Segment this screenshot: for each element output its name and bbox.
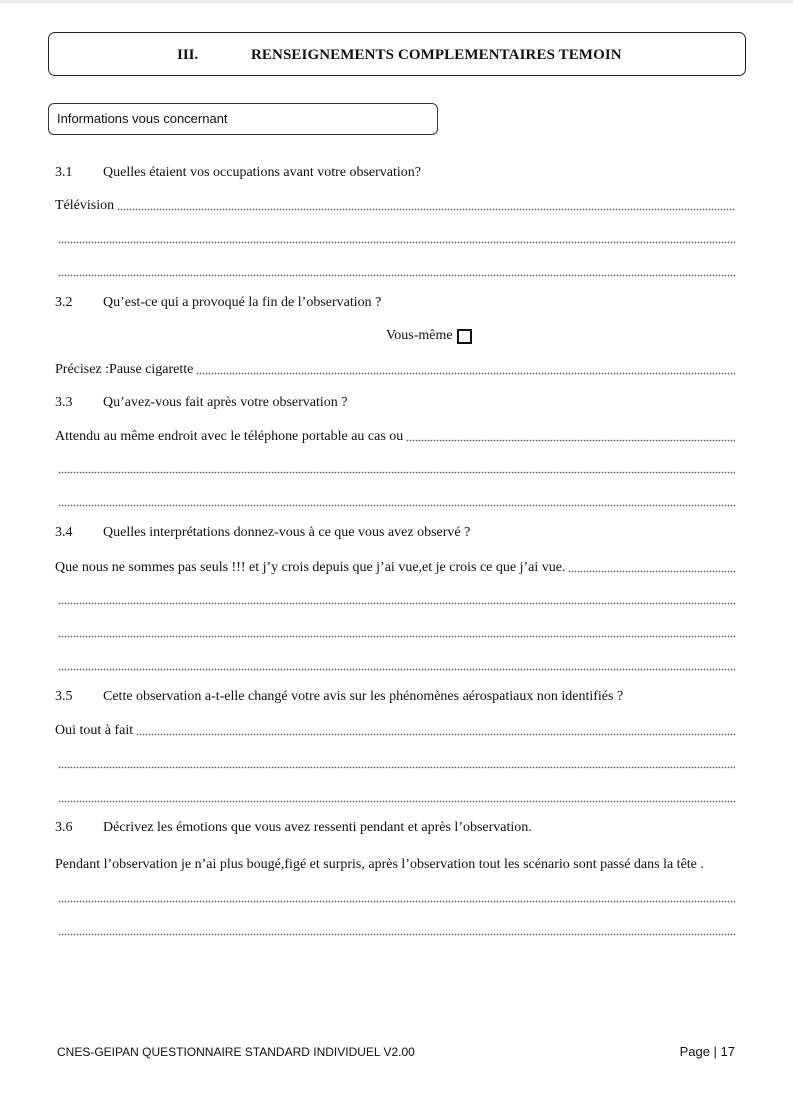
answer-3-1[interactable] <box>55 196 735 214</box>
dotted-line <box>196 372 735 375</box>
question-3-4 <box>55 525 470 541</box>
answer-blank-line[interactable] <box>58 754 735 772</box>
question-text: Cette observation a-t-elle changé votre avis sur les phénomènes aérospatiaux non identifiés ? <box>103 689 624 704</box>
dotted-line <box>58 900 735 903</box>
answer-blank-line[interactable] <box>58 459 735 477</box>
answer-text: Que nous ne sommes pas seuls !!! et j’y crois depuis que j’ai vue,et je crois ce que j’ai vue. <box>55 560 566 575</box>
answer-blank-line[interactable] <box>58 623 735 641</box>
answer-3-2[interactable] <box>55 360 735 378</box>
question-text: Décrivez les émotions que vous avez ressenti pendant et après l’observation. <box>103 820 532 835</box>
answer-3-3[interactable] <box>55 427 735 445</box>
answer-text: Précisez :Pause cigarette <box>55 362 194 377</box>
answer-text: Attendu au même endroit avec le téléphone portable au cas ou <box>55 429 404 444</box>
answer-text: Oui tout à fait <box>55 723 134 738</box>
question-3-1 <box>55 165 421 181</box>
dotted-line <box>58 933 735 936</box>
footer-page-number: Page | 17 <box>679 1044 735 1059</box>
question-text: Quelles étaient vos occupations avant votre observation? <box>103 165 422 180</box>
dotted-line <box>58 471 735 474</box>
answer-blank-line[interactable] <box>58 788 735 806</box>
question-number: 3.6 <box>55 820 73 835</box>
answer-3-4[interactable] <box>55 558 735 576</box>
option-label: Vous-même <box>386 328 453 343</box>
dotted-line <box>58 274 735 277</box>
question-3-6 <box>55 820 532 836</box>
dotted-line <box>58 766 735 769</box>
question-3-3 <box>55 395 348 411</box>
dotted-line <box>406 439 735 442</box>
answer-blank-line[interactable] <box>58 262 735 280</box>
answer-3-6[interactable]: Pendant l’observation je n’ai plus bougé,figé et surpris, après l’observation tout les scénario sont passé dans la tête . <box>55 857 704 872</box>
section-header <box>48 32 746 76</box>
question-text: Quelles interprétations donnez-vous à ce que vous avez observé ? <box>103 525 471 540</box>
question-text: Qu’est-ce qui a provoqué la fin de l’observation ? <box>103 295 382 310</box>
dotted-line <box>58 668 735 671</box>
info-box-label: Informations vous concernant <box>48 103 438 135</box>
question-number: 3.3 <box>55 395 73 410</box>
option-vous-meme[interactable] <box>386 328 472 344</box>
dotted-line <box>58 635 735 638</box>
question-text: Qu’avez-vous fait après votre observation ? <box>103 395 348 410</box>
page-top-edge <box>0 0 793 3</box>
dotted-line <box>58 504 735 507</box>
answer-blank-line[interactable] <box>58 656 735 674</box>
answer-text: Télévision <box>55 198 115 213</box>
answer-blank-line[interactable] <box>58 229 735 247</box>
answer-3-5[interactable] <box>55 721 735 739</box>
dotted-line <box>568 570 735 573</box>
question-number: 3.2 <box>55 295 73 310</box>
dotted-line <box>58 241 735 244</box>
section-number: III. <box>177 47 199 63</box>
answer-blank-line[interactable] <box>58 921 735 939</box>
question-3-5 <box>55 689 623 705</box>
answer-blank-line[interactable] <box>58 888 735 906</box>
question-number: 3.1 <box>55 165 73 180</box>
dotted-line <box>58 602 735 605</box>
question-number: 3.4 <box>55 525 73 540</box>
dotted-line <box>58 800 735 803</box>
footer-document-id: CNES-GEIPAN QUESTIONNAIRE STANDARD INDIVIDUEL V2.00 <box>57 1045 415 1059</box>
answer-blank-line[interactable] <box>58 492 735 510</box>
dotted-line <box>117 208 735 211</box>
question-3-2 <box>55 295 381 311</box>
question-number: 3.5 <box>55 689 73 704</box>
dotted-line <box>136 733 735 736</box>
answer-blank-line[interactable] <box>58 590 735 608</box>
section-title: RENSEIGNEMENTS COMPLEMENTAIRES TEMOIN <box>251 47 622 63</box>
checkbox-icon[interactable] <box>457 329 472 344</box>
